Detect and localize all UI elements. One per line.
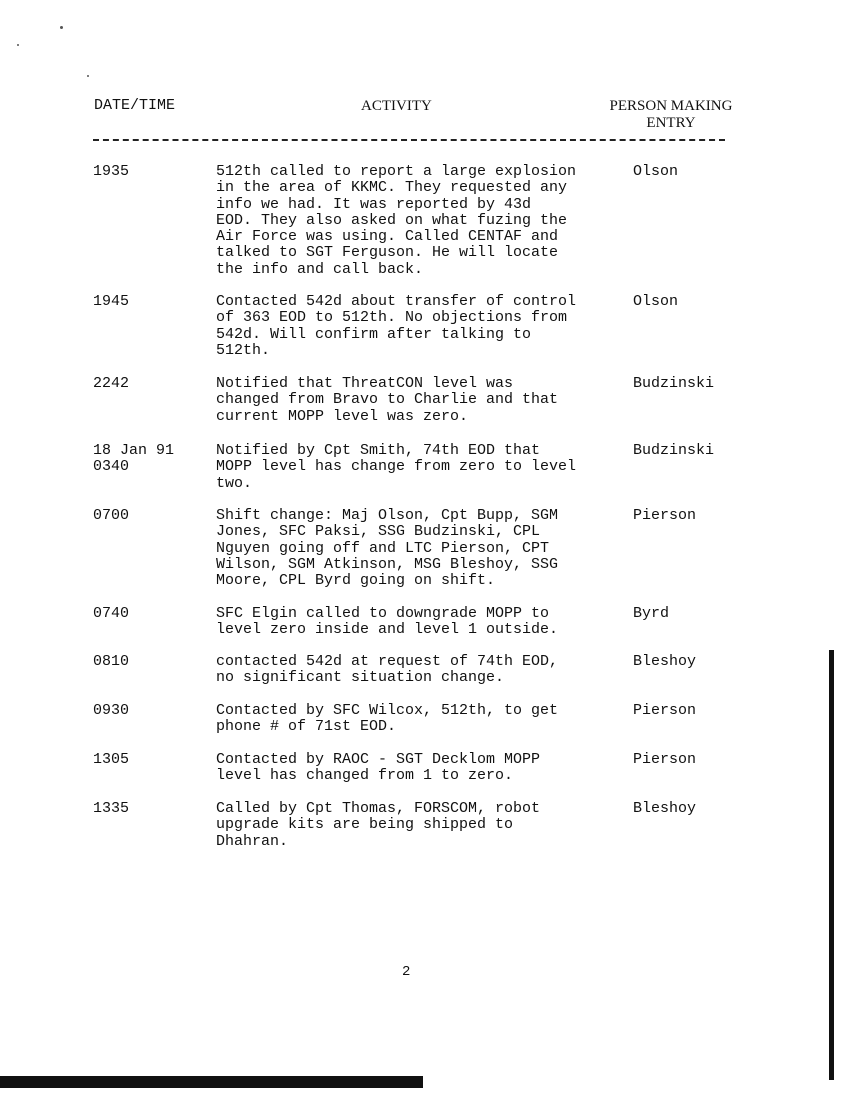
entry-person: Olson <box>633 293 679 310</box>
entry-person: Budzinski <box>633 442 715 459</box>
entry-person: Bleshoy <box>633 653 697 670</box>
entry-time: 2242 <box>93 375 130 392</box>
entry-time: 18 Jan 91 0340 <box>93 442 175 476</box>
entry-activity: Shift change: Maj Olson, Cpt Bupp, SGM Jones, SFC Paksi, SSG Budzinski, CPL Nguyen going off and LTC Pierson, CPT Wilson, SGM Atkinson, MSG Bleshoy, SSG Moore, CPL Byrd going on shift. <box>216 507 559 590</box>
header-date-time: DATE/TIME <box>94 97 176 114</box>
entry-activity: Contacted by SFC Wilcox, 512th, to get phone # of 71st EOD. <box>216 702 559 736</box>
entry-activity: Contacted by RAOC - SGT Decklom MOPP level has changed from 1 to zero. <box>216 751 541 785</box>
scan-speck <box>87 75 89 77</box>
entry-time: 0810 <box>93 653 130 670</box>
entry-activity: Called by Cpt Thomas, FORSCOM, robot upgrade kits are being shipped to Dhahran. <box>216 800 541 850</box>
entry-time: 1305 <box>93 751 130 768</box>
entry-time: 0930 <box>93 702 130 719</box>
entry-activity: 512th called to report a large explosion in the area of KKMC. They requested any info we had. It was reported by 43d EOD. They also asked on what fuzing the Air Force was using. Called CENTAF and talked to SGT Ferguson. He will locate the info and call back. <box>216 163 577 278</box>
entry-person: Olson <box>633 163 679 180</box>
scan-bottom-bar <box>0 1076 423 1088</box>
header-rule <box>93 139 725 141</box>
entry-person: Byrd <box>633 605 670 622</box>
entry-person: Bleshoy <box>633 800 697 817</box>
entry-activity: contacted 542d at request of 74th EOD, no significant situation change. <box>216 653 559 687</box>
entry-time: 0700 <box>93 507 130 524</box>
entry-time: 1935 <box>93 163 130 180</box>
header-person-making: PERSON MAKING <box>609 98 733 114</box>
header-entry: ENTRY <box>646 115 696 131</box>
entry-activity: Notified that ThreatCON level was changed from Bravo to Charlie and that current MOPP level was zero. <box>216 375 559 425</box>
scan-speck <box>17 44 19 46</box>
scan-edge-bar <box>829 650 834 1080</box>
entry-person: Pierson <box>633 507 697 524</box>
entry-activity: Contacted 542d about transfer of control of 363 EOD to 512th. No objections from 542d. Will confirm after talking to 512th. <box>216 293 577 359</box>
page-number: 2 <box>402 964 411 980</box>
entry-person: Pierson <box>633 702 697 719</box>
entry-time: 0740 <box>93 605 130 622</box>
entry-activity: Notified by Cpt Smith, 74th EOD that MOPP level has change from zero to level two. <box>216 442 577 492</box>
entry-person: Pierson <box>633 751 697 768</box>
scan-speck <box>60 26 63 29</box>
header-activity: ACTIVITY <box>361 98 432 114</box>
entry-person: Budzinski <box>633 375 715 392</box>
entry-activity: SFC Elgin called to downgrade MOPP to level zero inside and level 1 outside. <box>216 605 559 639</box>
entry-time: 1945 <box>93 293 130 310</box>
entry-time: 1335 <box>93 800 130 817</box>
